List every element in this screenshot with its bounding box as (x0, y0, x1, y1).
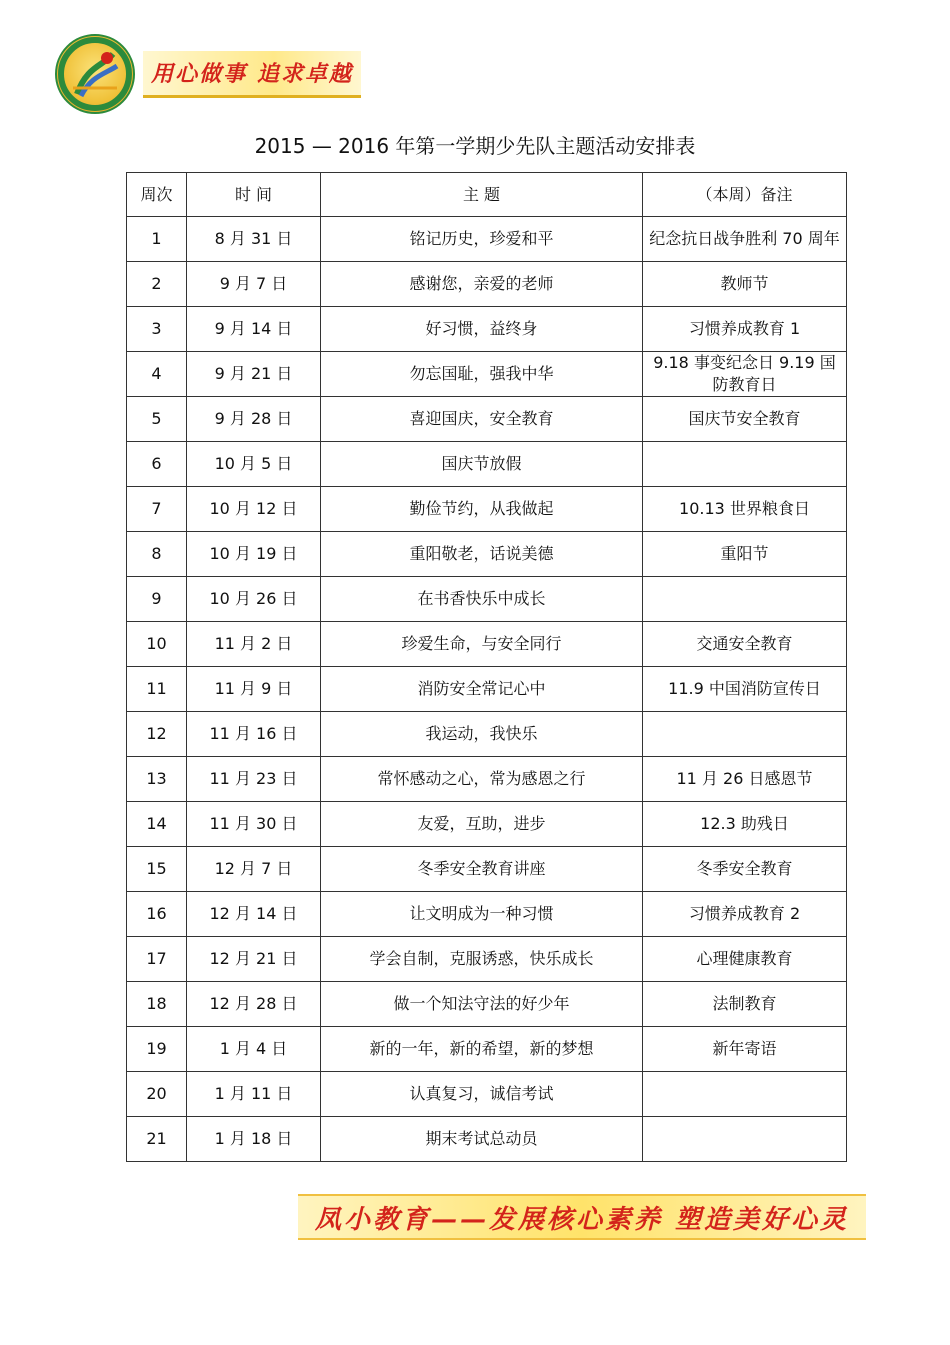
cell-week: 19 (127, 1027, 187, 1072)
cell-date: 10 月 26 日 (187, 577, 321, 622)
column-header-date: 时 间 (187, 173, 321, 217)
header-banner (55, 32, 365, 116)
schedule-table (126, 172, 847, 1162)
table-row (127, 352, 847, 397)
cell-week: 12 (127, 712, 187, 757)
cell-theme: 喜迎国庆，安全教育 (321, 397, 643, 442)
cell-notes: 11.9 中国消防宣传日 (643, 667, 847, 712)
header-slogan: 用心做事 追求卓越 (143, 51, 361, 98)
cell-notes: 重阳节 (643, 532, 847, 577)
table-row (127, 307, 847, 352)
cell-date: 11 月 9 日 (187, 667, 321, 712)
cell-week: 16 (127, 892, 187, 937)
cell-notes (643, 1072, 847, 1117)
cell-date: 8 月 31 日 (187, 217, 321, 262)
cell-week: 5 (127, 397, 187, 442)
cell-theme: 新的一年，新的希望，新的梦想 (321, 1027, 643, 1072)
table-row (127, 532, 847, 577)
cell-notes: 国庆节安全教育 (643, 397, 847, 442)
cell-date: 11 月 2 日 (187, 622, 321, 667)
table-row (127, 262, 847, 307)
cell-date: 9 月 21 日 (187, 352, 321, 397)
cell-week: 9 (127, 577, 187, 622)
cell-notes: 纪念抗日战争胜利 70 周年 (643, 217, 847, 262)
cell-notes: 11 月 26 日感恩节 (643, 757, 847, 802)
cell-notes (643, 577, 847, 622)
cell-date: 10 月 12 日 (187, 487, 321, 532)
cell-theme: 认真复习，诚信考试 (321, 1072, 643, 1117)
table-row (127, 1027, 847, 1072)
cell-notes: 12.3 助残日 (643, 802, 847, 847)
table-row (127, 982, 847, 1027)
cell-theme: 消防安全常记心中 (321, 667, 643, 712)
cell-week: 14 (127, 802, 187, 847)
cell-week: 7 (127, 487, 187, 532)
cell-notes: 法制教育 (643, 982, 847, 1027)
cell-week: 4 (127, 352, 187, 397)
column-header-theme: 主 题 (321, 173, 643, 217)
cell-theme: 常怀感动之心，常为感恩之行 (321, 757, 643, 802)
cell-date: 9 月 7 日 (187, 262, 321, 307)
cell-date: 12 月 21 日 (187, 937, 321, 982)
cell-date: 12 月 7 日 (187, 847, 321, 892)
table-row (127, 487, 847, 532)
cell-date: 11 月 16 日 (187, 712, 321, 757)
table-row (127, 1072, 847, 1117)
table-row (127, 1117, 847, 1162)
cell-theme: 我运动，我快乐 (321, 712, 643, 757)
cell-week: 13 (127, 757, 187, 802)
cell-theme: 好习惯，益终身 (321, 307, 643, 352)
cell-notes: 心理健康教育 (643, 937, 847, 982)
cell-notes (643, 442, 847, 487)
cell-notes (643, 1117, 847, 1162)
column-header-notes: （本周）备注 (643, 173, 847, 217)
cell-theme: 在书香快乐中成长 (321, 577, 643, 622)
cell-theme: 感谢您，亲爱的老师 (321, 262, 643, 307)
table-row (127, 802, 847, 847)
cell-date: 1 月 11 日 (187, 1072, 321, 1117)
cell-week: 1 (127, 217, 187, 262)
cell-theme: 做一个知法守法的好少年 (321, 982, 643, 1027)
cell-theme: 友爱，互助，进步 (321, 802, 643, 847)
cell-notes: 教师节 (643, 262, 847, 307)
cell-theme: 勿忘国耻，强我中华 (321, 352, 643, 397)
cell-week: 6 (127, 442, 187, 487)
cell-week: 2 (127, 262, 187, 307)
cell-notes (643, 712, 847, 757)
table-row (127, 667, 847, 712)
table-header-row (127, 173, 847, 217)
table-row (127, 622, 847, 667)
cell-week: 15 (127, 847, 187, 892)
table-row (127, 577, 847, 622)
cell-theme: 让文明成为一种习惯 (321, 892, 643, 937)
cell-theme: 冬季安全教育讲座 (321, 847, 643, 892)
cell-theme: 铭记历史，珍爱和平 (321, 217, 643, 262)
cell-date: 1 月 4 日 (187, 1027, 321, 1072)
cell-theme: 学会自制，克服诱惑，快乐成长 (321, 937, 643, 982)
cell-date: 10 月 5 日 (187, 442, 321, 487)
cell-week: 8 (127, 532, 187, 577)
cell-week: 3 (127, 307, 187, 352)
table-row (127, 757, 847, 802)
cell-date: 10 月 19 日 (187, 532, 321, 577)
cell-theme: 重阳敬老，话说美德 (321, 532, 643, 577)
cell-notes: 冬季安全教育 (643, 847, 847, 892)
cell-week: 21 (127, 1117, 187, 1162)
cell-week: 11 (127, 667, 187, 712)
page-title: 2015 — 2016 年第一学期少先队主题活动安排表 (254, 134, 696, 158)
table-row (127, 712, 847, 757)
cell-notes: 习惯养成教育 2 (643, 892, 847, 937)
table-row (127, 442, 847, 487)
cell-date: 12 月 28 日 (187, 982, 321, 1027)
table-row (127, 217, 847, 262)
footer-slogan: 凤小教育——发展核心素养 塑造美好心灵 (298, 1194, 866, 1240)
cell-notes: 10.13 世界粮食日 (643, 487, 847, 532)
cell-date: 9 月 28 日 (187, 397, 321, 442)
table-row (127, 397, 847, 442)
cell-date: 9 月 14 日 (187, 307, 321, 352)
cell-week: 10 (127, 622, 187, 667)
table-row (127, 937, 847, 982)
column-header-week: 周次 (127, 173, 187, 217)
cell-date: 11 月 30 日 (187, 802, 321, 847)
cell-notes: 新年寄语 (643, 1027, 847, 1072)
table-row (127, 892, 847, 937)
cell-notes: 9.18 事变纪念日 9.19 国防教育日 (643, 352, 847, 397)
cell-week: 18 (127, 982, 187, 1027)
cell-theme: 国庆节放假 (321, 442, 643, 487)
cell-week: 17 (127, 937, 187, 982)
cell-theme: 勤俭节约，从我做起 (321, 487, 643, 532)
cell-week: 20 (127, 1072, 187, 1117)
cell-theme: 期末考试总动员 (321, 1117, 643, 1162)
cell-notes: 习惯养成教育 1 (643, 307, 847, 352)
cell-date: 1 月 18 日 (187, 1117, 321, 1162)
school-emblem-icon (55, 34, 135, 114)
cell-notes: 交通安全教育 (643, 622, 847, 667)
cell-date: 11 月 23 日 (187, 757, 321, 802)
cell-theme: 珍爱生命，与安全同行 (321, 622, 643, 667)
table-row (127, 847, 847, 892)
cell-date: 12 月 14 日 (187, 892, 321, 937)
